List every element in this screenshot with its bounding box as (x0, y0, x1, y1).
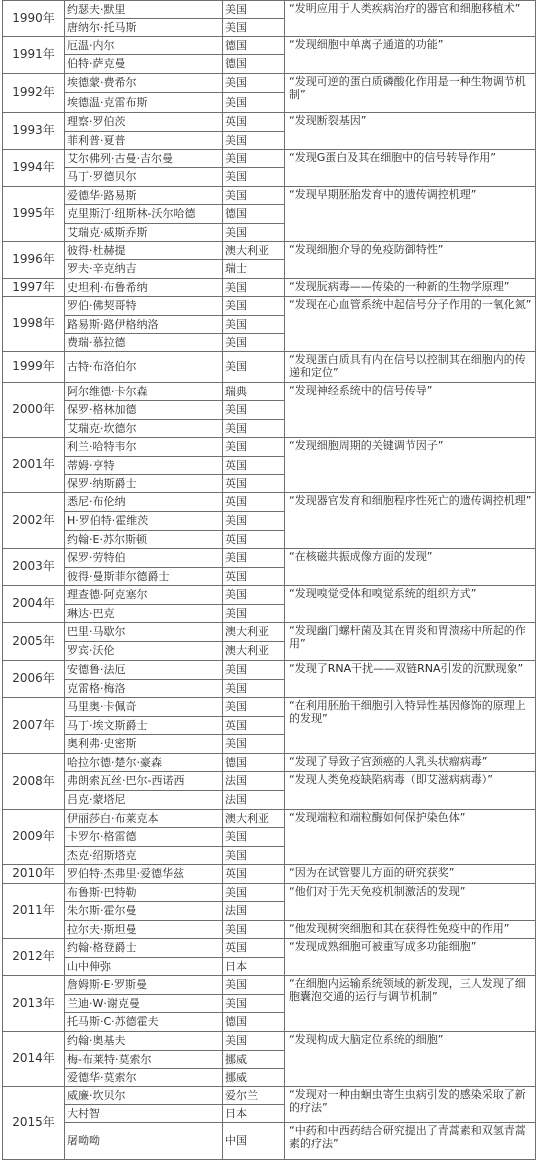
table-row (3, 865, 536, 884)
table-row (3, 586, 536, 605)
achievement-cell: “中药和中西药结合研究提出了青蒿素和双氢青蒿素的疗法” (285, 1123, 536, 1160)
laureate-country: 英国 (223, 939, 285, 958)
achievement-cell: “发现幽门螺杆菌及其在胃炎和胃溃疡中所起的作用” (285, 623, 536, 661)
achievement-cell: “发现细胞介导的免疫防御特性” (285, 242, 536, 279)
table-row (3, 74, 536, 93)
table-row (3, 383, 536, 401)
laureate-country: 日本 (223, 1105, 285, 1123)
laureate-country: 德国 (223, 754, 285, 772)
laureate-name: 约瑟夫·默里 (65, 1, 223, 19)
laureate-name: 吕克·蒙塔尼 (65, 791, 223, 810)
year-cell: 2004年 (3, 586, 65, 623)
laureate-country: 美国 (223, 884, 285, 902)
table-row (3, 242, 536, 260)
laureate-name: 古特·布洛伯尔 (65, 352, 223, 383)
laureate-country: 美国 (223, 847, 285, 865)
laureate-name: 安德鲁·法厄 (65, 661, 223, 680)
laureate-name: 克雷格·梅洛 (65, 680, 223, 698)
laureate-name: 约翰·格登爵士 (65, 939, 223, 958)
laureate-country: 美国 (223, 187, 285, 205)
laureate-country: 英国 (223, 865, 285, 884)
laureate-country: 美国 (223, 93, 285, 113)
year-cell: 2006年 (3, 661, 65, 698)
laureate-country: 澳大利亚 (223, 242, 285, 260)
year-cell: 2007年 (3, 698, 65, 754)
table-row (3, 772, 536, 791)
year-cell: 2002年 (3, 493, 65, 549)
year-cell: 2000年 (3, 383, 65, 438)
laureate-name: 巴里·马歇尔 (65, 623, 223, 642)
laureate-country: 瑞士 (223, 260, 285, 279)
laureate-name: 费瑞·慕拉德 (65, 334, 223, 352)
laureate-country: 美国 (223, 150, 285, 168)
table-row (3, 279, 536, 297)
achievement-cell: “发现神经系统中的信号传导” (285, 383, 536, 438)
table-row (3, 113, 536, 132)
laureate-name: 理查德·阿克塞尔 (65, 586, 223, 605)
laureate-name: 布鲁斯·巴特勒 (65, 884, 223, 902)
laureate-name: 爱德华·路易斯 (65, 187, 223, 205)
laureate-name: 利兰·哈特韦尔 (65, 438, 223, 457)
laureate-name: 罗夫·辛克纳吉 (65, 260, 223, 279)
year-cell: 2013年 (3, 976, 65, 1032)
table-row (3, 884, 536, 902)
table-row (3, 698, 536, 717)
year-cell: 2010年 (3, 865, 65, 884)
laureate-country: 德国 (223, 37, 285, 55)
achievement-cell: “发现人类免疫缺陷病毒（即艾滋病病毒）” (285, 772, 536, 810)
laureate-name: 艾尔佛列·古曼·吉尔曼 (65, 150, 223, 168)
laureate-name: 拉尔夫·斯坦曼 (65, 921, 223, 939)
table-row (3, 150, 536, 168)
achievement-cell: “发现器官发育和细胞程序性死亡的遗传调控机理” (285, 493, 536, 549)
laureate-country: 英国 (223, 568, 285, 586)
achievement-cell: “发现朊病毒——传染的一种新的生物学原理” (285, 279, 536, 297)
laureate-country: 中国 (223, 1123, 285, 1160)
laureate-country: 瑞典 (223, 383, 285, 401)
laureate-country: 美国 (223, 605, 285, 623)
laureate-country: 美国 (223, 279, 285, 297)
year-cell: 2003年 (3, 549, 65, 586)
laureate-country: 德国 (223, 205, 285, 224)
table-row (3, 1032, 536, 1051)
laureate-name: 威廉·坎贝尔 (65, 1087, 223, 1105)
nobel-medicine-table (2, 0, 536, 1160)
laureate-country: 挪威 (223, 1069, 285, 1087)
laureate-country: 美国 (223, 586, 285, 605)
laureate-name: 彼得·曼斯菲尔德爵士 (65, 568, 223, 586)
laureate-name: 杰克·绍斯塔克 (65, 847, 223, 865)
table-row (3, 37, 536, 55)
laureate-name: 托马斯·C·苏德霍夫 (65, 1013, 223, 1032)
laureate-country: 美国 (223, 316, 285, 334)
laureate-name: 兰迪·W·谢克曼 (65, 995, 223, 1013)
laureate-name: 屠呦呦 (65, 1123, 223, 1160)
achievement-cell: “发现蛋白质具有内在信号以控制其在细胞内的传递和定位” (285, 352, 536, 383)
year-cell: 1993年 (3, 113, 65, 150)
laureate-name: 詹姆斯·E·罗斯曼 (65, 976, 223, 995)
laureate-country: 日本 (223, 958, 285, 976)
laureate-name: 伯特·萨克曼 (65, 55, 223, 74)
laureate-name: 约翰·E·苏尔斯顿 (65, 531, 223, 549)
laureate-country: 澳大利亚 (223, 810, 285, 828)
year-cell: 2005年 (3, 623, 65, 661)
laureate-name: 哈拉尔德·楚尔·豪森 (65, 754, 223, 772)
laureate-country: 法国 (223, 772, 285, 791)
achievement-cell: “他发现树突细胞和其在获得性免疫中的作用” (285, 921, 536, 939)
achievement-cell: “发现构成大脑定位系统的细胞” (285, 1032, 536, 1087)
laureate-name: 史坦利·布鲁希纳 (65, 279, 223, 297)
year-cell: 2011年 (3, 884, 65, 939)
year-cell: 2001年 (3, 438, 65, 493)
achievement-cell: “发现嗅觉受体和嗅觉系统的组织方式” (285, 586, 536, 623)
laureate-country: 英国 (223, 113, 285, 132)
laureate-country: 美国 (223, 661, 285, 680)
laureate-country: 澳大利亚 (223, 623, 285, 642)
year-cell: 1990年 (3, 1, 65, 37)
laureate-country: 德国 (223, 55, 285, 74)
year-cell: 1991年 (3, 37, 65, 74)
laureate-country: 爱尔兰 (223, 1087, 285, 1105)
year-cell: 1999年 (3, 352, 65, 383)
table-row (3, 187, 536, 205)
laureate-country: 英国 (223, 493, 285, 512)
laureate-country: 美国 (223, 1, 285, 19)
laureate-name: 罗伯·佛契哥特 (65, 297, 223, 316)
laureate-country: 美国 (223, 549, 285, 568)
laureate-name: 艾瑞克·威斯乔斯 (65, 224, 223, 242)
year-cell: 1997年 (3, 279, 65, 297)
table-row (3, 921, 536, 939)
table-row (3, 1, 536, 19)
laureate-name: H·罗伯特·霍维茨 (65, 512, 223, 531)
laureate-country: 美国 (223, 921, 285, 939)
laureate-name: 保罗·格林加德 (65, 401, 223, 420)
laureate-name: 埃德温·克雷布斯 (65, 93, 223, 113)
laureate-name: 琳达·巴克 (65, 605, 223, 623)
year-cell: 1995年 (3, 187, 65, 242)
laureate-country: 德国 (223, 1013, 285, 1032)
laureate-country: 美国 (223, 680, 285, 698)
achievement-cell: “在利用胚胎干细胞引入特异性基因修饰的原理上的发现” (285, 698, 536, 754)
laureate-name: 马丁·埃文斯爵士 (65, 717, 223, 735)
laureate-name: 唐纳尔·托马斯 (65, 19, 223, 37)
laureate-country: 美国 (223, 735, 285, 754)
laureate-name: 厄温·内尔 (65, 37, 223, 55)
laureate-country: 英国 (223, 531, 285, 549)
year-cell: 1992年 (3, 74, 65, 113)
laureate-country: 英国 (223, 717, 285, 735)
laureate-country: 美国 (223, 352, 285, 383)
achievement-cell: “发现成熟细胞可被重写成多功能细胞” (285, 939, 536, 976)
laureate-name: 保罗·劳特伯 (65, 549, 223, 568)
table-row (3, 939, 536, 958)
laureate-name: 悉尼·布伦纳 (65, 493, 223, 512)
laureate-name: 马里奥·卡佩奇 (65, 698, 223, 717)
laureate-country: 美国 (223, 74, 285, 93)
laureate-country: 美国 (223, 168, 285, 187)
laureate-country: 美国 (223, 401, 285, 420)
laureate-name: 伊丽莎白·布莱克本 (65, 810, 223, 828)
achievement-cell: “发现在心血管系统中起信号分子作用的一氧化氮” (285, 297, 536, 352)
laureate-country: 美国 (223, 132, 285, 150)
laureate-name: 大村智 (65, 1105, 223, 1123)
year-cell: 1996年 (3, 242, 65, 279)
table-body (3, 1, 536, 1160)
achievement-cell: “在细胞内运输系统领域的新发现，三人发现了细胞囊泡交通的运行与调节机制” (285, 976, 536, 1032)
laureate-name: 阿尔维德·卡尔森 (65, 383, 223, 401)
achievement-cell: “因为在试管婴儿方面的研究获奖” (285, 865, 536, 884)
year-cell: 2009年 (3, 810, 65, 865)
laureate-name: 罗伯特·杰弗里·爱德华兹 (65, 865, 223, 884)
laureate-country: 美国 (223, 828, 285, 847)
year-cell: 2008年 (3, 754, 65, 810)
table-row (3, 549, 536, 568)
laureate-name: 马丁·罗德贝尔 (65, 168, 223, 187)
laureate-country: 美国 (223, 512, 285, 531)
laureate-name: 弗朗索瓦丝·巴尔-西诺西 (65, 772, 223, 791)
table-row (3, 661, 536, 680)
table-row (3, 493, 536, 512)
table-row (3, 754, 536, 772)
laureate-name: 约翰·奥基夫 (65, 1032, 223, 1051)
achievement-cell: “发明应用于人类疾病治疗的器官和细胞移植术” (285, 1, 536, 37)
laureate-name: 菲利普·夏普 (65, 132, 223, 150)
laureate-name: 克里斯汀·纽斯林-沃尔哈德 (65, 205, 223, 224)
laureate-name: 奥利弗·史密斯 (65, 735, 223, 754)
table-row (3, 1123, 536, 1160)
year-cell: 1994年 (3, 150, 65, 187)
laureate-name: 爱德华·莫索尔 (65, 1069, 223, 1087)
year-cell: 2012年 (3, 939, 65, 976)
achievement-cell: “发现早期胚胎发育中的遗传调控机理” (285, 187, 536, 242)
laureate-country: 美国 (223, 976, 285, 995)
achievement-cell: “发现G蛋白及其在细胞中的信号转导作用” (285, 150, 536, 187)
table-row (3, 976, 536, 995)
achievement-cell: “发现端粒和端粒酶如何保护染色体” (285, 810, 536, 865)
laureate-name: 埃德蒙·费希尔 (65, 74, 223, 93)
year-cell: 2014年 (3, 1032, 65, 1087)
achievement-cell: “发现了导致子宫颈癌的人乳头状瘤病毒” (285, 754, 536, 772)
laureate-country: 美国 (223, 438, 285, 457)
laureate-name: 彼得·杜赫提 (65, 242, 223, 260)
laureate-country: 英国 (223, 475, 285, 493)
achievement-cell: “发现细胞周期的关键调节因子” (285, 438, 536, 493)
laureate-country: 美国 (223, 297, 285, 316)
laureate-country: 美国 (223, 995, 285, 1013)
laureate-country: 法国 (223, 902, 285, 921)
laureate-name: 保罗·纳斯爵士 (65, 475, 223, 493)
table-row (3, 1087, 536, 1105)
table-row (3, 810, 536, 828)
laureate-name: 艾瑞克·坎德尔 (65, 420, 223, 438)
achievement-cell: “他们对于先天免疫机制激活的发现” (285, 884, 536, 921)
laureate-name: 罗宾·沃伦 (65, 642, 223, 661)
laureate-country: 美国 (223, 420, 285, 438)
table-row (3, 438, 536, 457)
laureate-country: 美国 (223, 1032, 285, 1051)
table-row (3, 297, 536, 316)
laureate-name: 蒂姆·亨特 (65, 457, 223, 475)
laureate-name: 朱尔斯·霍尔曼 (65, 902, 223, 921)
laureate-name: 梅-布莱特·莫索尔 (65, 1051, 223, 1069)
year-cell: 2015年 (3, 1087, 65, 1160)
laureate-country: 美国 (223, 698, 285, 717)
achievement-cell: “发现断裂基因” (285, 113, 536, 150)
laureate-name: 卡罗尔·格雷德 (65, 828, 223, 847)
table-row (3, 623, 536, 642)
year-cell: 1998年 (3, 297, 65, 352)
laureate-name: 理察·罗伯茨 (65, 113, 223, 132)
achievement-cell: “发现对一种由蛔虫寄生虫病引发的感染采取了新的疗法” (285, 1087, 536, 1123)
achievement-cell: “发现细胞中单离子通道的功能” (285, 37, 536, 74)
achievement-cell: “发现可逆的蛋白质磷酸化作用是一种生物调节机制” (285, 74, 536, 113)
laureate-country: 英国 (223, 457, 285, 475)
laureate-country: 美国 (223, 224, 285, 242)
achievement-cell: “发现了RNA干扰——双链RNA引发的沉默现象” (285, 661, 536, 698)
laureate-name: 路易斯·路伊格纳洛 (65, 316, 223, 334)
laureate-country: 法国 (223, 791, 285, 810)
laureate-country: 美国 (223, 19, 285, 37)
laureate-country: 挪威 (223, 1051, 285, 1069)
table-row (3, 352, 536, 383)
laureate-country: 澳大利亚 (223, 642, 285, 661)
achievement-cell: “在核磁共振成像方面的发现” (285, 549, 536, 586)
laureate-name: 山中伸弥 (65, 958, 223, 976)
laureate-country: 美国 (223, 334, 285, 352)
